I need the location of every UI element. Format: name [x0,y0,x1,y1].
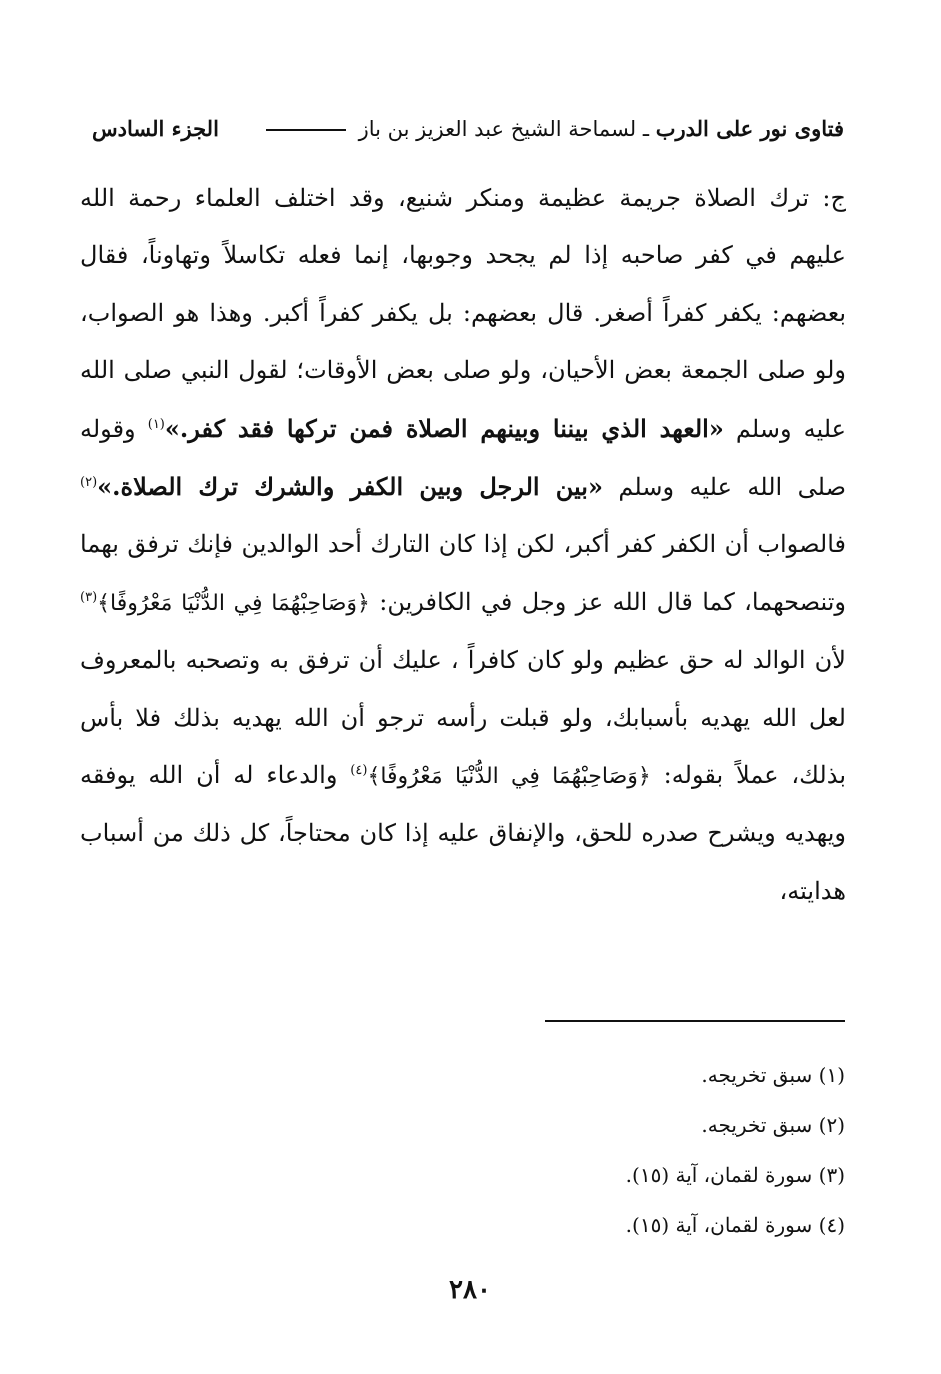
footnote-item: (٤) سورة لقمان، آية (١٥). [625,1213,845,1237]
quran-verse-2: ﴿وَصَاحِبْهُمَا فِي الدُّنْيَا مَعْرُوفًا﴾ [367,764,651,790]
hadith-quote-1: «العهد الذي بيننا وبينهم الصلاة فمن تركها فقد كفر.» [164,413,724,443]
running-header [92,108,844,148]
answer-text-4: لأن الوالد له حق عظيم ولو كان كافراً ، عليك أن ترفق به وتصحبه بالمعروف لعل الله يهديه بأسبابك، ولو قبلت رأسه ترجو أن الله يهديه بذلك فلا بأس بذلك، عملاً بقوله: [80,646,846,790]
footnote-item: (٣) سورة لقمان، آية (١٥). [625,1163,845,1187]
header-title: فتاوى نور على الدرب ـ لسماحة الشيخ عبد العزيز بن باز [260,116,844,141]
quran-verse-1: ﴿وَصَاحِبْهُمَا فِي الدُّنْيَا مَعْرُوفًا﴾ [97,590,370,616]
book-title: فتاوى نور على الدرب [655,115,844,141]
page-number: ٢٨٠ [449,1275,491,1305]
answer-text-3: فالصواب أن الكفر كفر أكبر، لكن إذا كان التارك أحد الوالدين فإنك ترفق بهما وتنصحهما، كما قال الله عز وجل في الكافرين: [80,530,846,616]
author-name: لسماحة الشيخ عبد العزيز بن باز [358,116,637,141]
footnote-ref-2[interactable]: (٢) [80,475,98,491]
fatwa-answer [80,170,846,920]
volume-label: الجزء السادس [92,115,219,141]
footnotes [380,1050,845,1250]
hadith-quote-2: «بين الرجل وبين الكفر والشرك ترك الصلاة.» [97,472,603,502]
footnote-ref-3[interactable]: (٣) [80,589,98,605]
answer-text-1: ج: ترك الصلاة جريمة عظيمة ومنكر شنيع، وقد اختلف العلماء رحمة الله عليهم في كفر صاحبه إذا لم يجحد وجوبها، إنما فعله تكاسلاً وتهاوناً، فقال بعضهم: يكفر كفراً أصغر. قال بعضهم: بل يكفر كفراً أكبر. وهذا هو الصواب، ولو صلى الجمعة بعض الأحيان، ولو صلى بعض الأوقات؛ لقول النبي صلى الله عليه وسلم [80,184,846,443]
footnote-ref-4[interactable]: (٤) [350,763,368,779]
header-dash [266,129,346,131]
footnote-ref-1[interactable]: (١) [147,416,165,432]
footnote-item: (١) سبق تخريجه. [701,1063,845,1087]
answer-text-2: وقوله صلى الله عليه وسلم [80,414,846,502]
answer-text-5: والدعاء له أن الله يوفقه ويهديه ويشرح صدره للحق، والإنفاق عليه إذا كان محتاجاً، كل ذلك من أسباب هدايته، [80,761,846,905]
footnote-separator [545,1020,845,1022]
footnote-item: (٢) سبق تخريجه. [701,1113,845,1137]
